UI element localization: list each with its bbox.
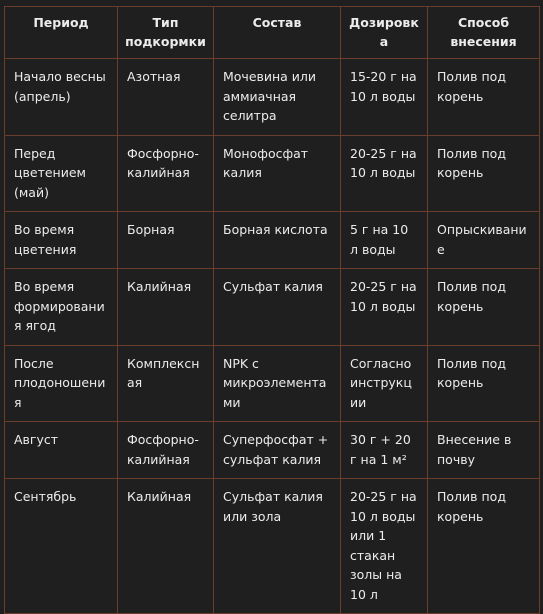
cell-feed-type: Азотная [118,59,214,136]
cell-period: Во время цветения [5,212,118,269]
table-row [5,479,540,614]
cell-period: Август [5,422,118,479]
cell-composition: Мочевина или аммиачная селитра [214,59,341,136]
cell-period: Начало весны (апрель) [5,59,118,136]
table-body [5,59,540,614]
cell-method: Опрыскивание [428,212,540,269]
cell-period: После плодоношения [5,345,118,422]
cell-feed-type: Калийная [118,479,214,614]
cell-composition: Сульфат калия [214,269,341,346]
cell-method: Внесение в почву [428,422,540,479]
cell-feed-type: Калийная [118,269,214,346]
header-composition: Состав [214,7,341,59]
cell-composition: Суперфосфат + сульфат калия [214,422,341,479]
cell-feed-type: Комплексная [118,345,214,422]
cell-dosage: 20-25 г на 10 л воды или 1 стакан золы на 10 л [341,479,428,614]
feeding-table [4,6,540,614]
header-row [5,7,540,59]
table-row [5,345,540,422]
header-method: Способ внесения [428,7,540,59]
cell-composition: Монофосфат калия [214,135,341,212]
cell-method: Полив под корень [428,59,540,136]
cell-feed-type: Фосфорно-калийная [118,422,214,479]
table-row [5,212,540,269]
cell-method: Полив под корень [428,135,540,212]
cell-method: Полив под корень [428,345,540,422]
cell-method: Полив под корень [428,269,540,346]
cell-period: Перед цветением (май) [5,135,118,212]
cell-dosage: 20-25 г на 10 л воды [341,269,428,346]
cell-dosage: 5 г на 10 л воды [341,212,428,269]
header-period: Период [5,7,118,59]
table-row [5,59,540,136]
cell-composition: NPK с микроэлементами [214,345,341,422]
table-header [5,7,540,59]
header-dosage: Дозировка [341,7,428,59]
cell-composition: Сульфат калия или зола [214,479,341,614]
cell-dosage: 15-20 г на 10 л воды [341,59,428,136]
cell-period: Во время формирования ягод [5,269,118,346]
header-feed-type: Тип подкормки [118,7,214,59]
cell-dosage: 20-25 г на 10 л воды [341,135,428,212]
table-row [5,422,540,479]
cell-method: Полив под корень [428,479,540,614]
cell-composition: Борная кислота [214,212,341,269]
cell-feed-type: Фосфорно-калийная [118,135,214,212]
table-row [5,269,540,346]
cell-dosage: Согласно инструкции [341,345,428,422]
table-row [5,135,540,212]
cell-period: Сентябрь [5,479,118,614]
cell-dosage: 30 г + 20 г на 1 м² [341,422,428,479]
cell-feed-type: Борная [118,212,214,269]
